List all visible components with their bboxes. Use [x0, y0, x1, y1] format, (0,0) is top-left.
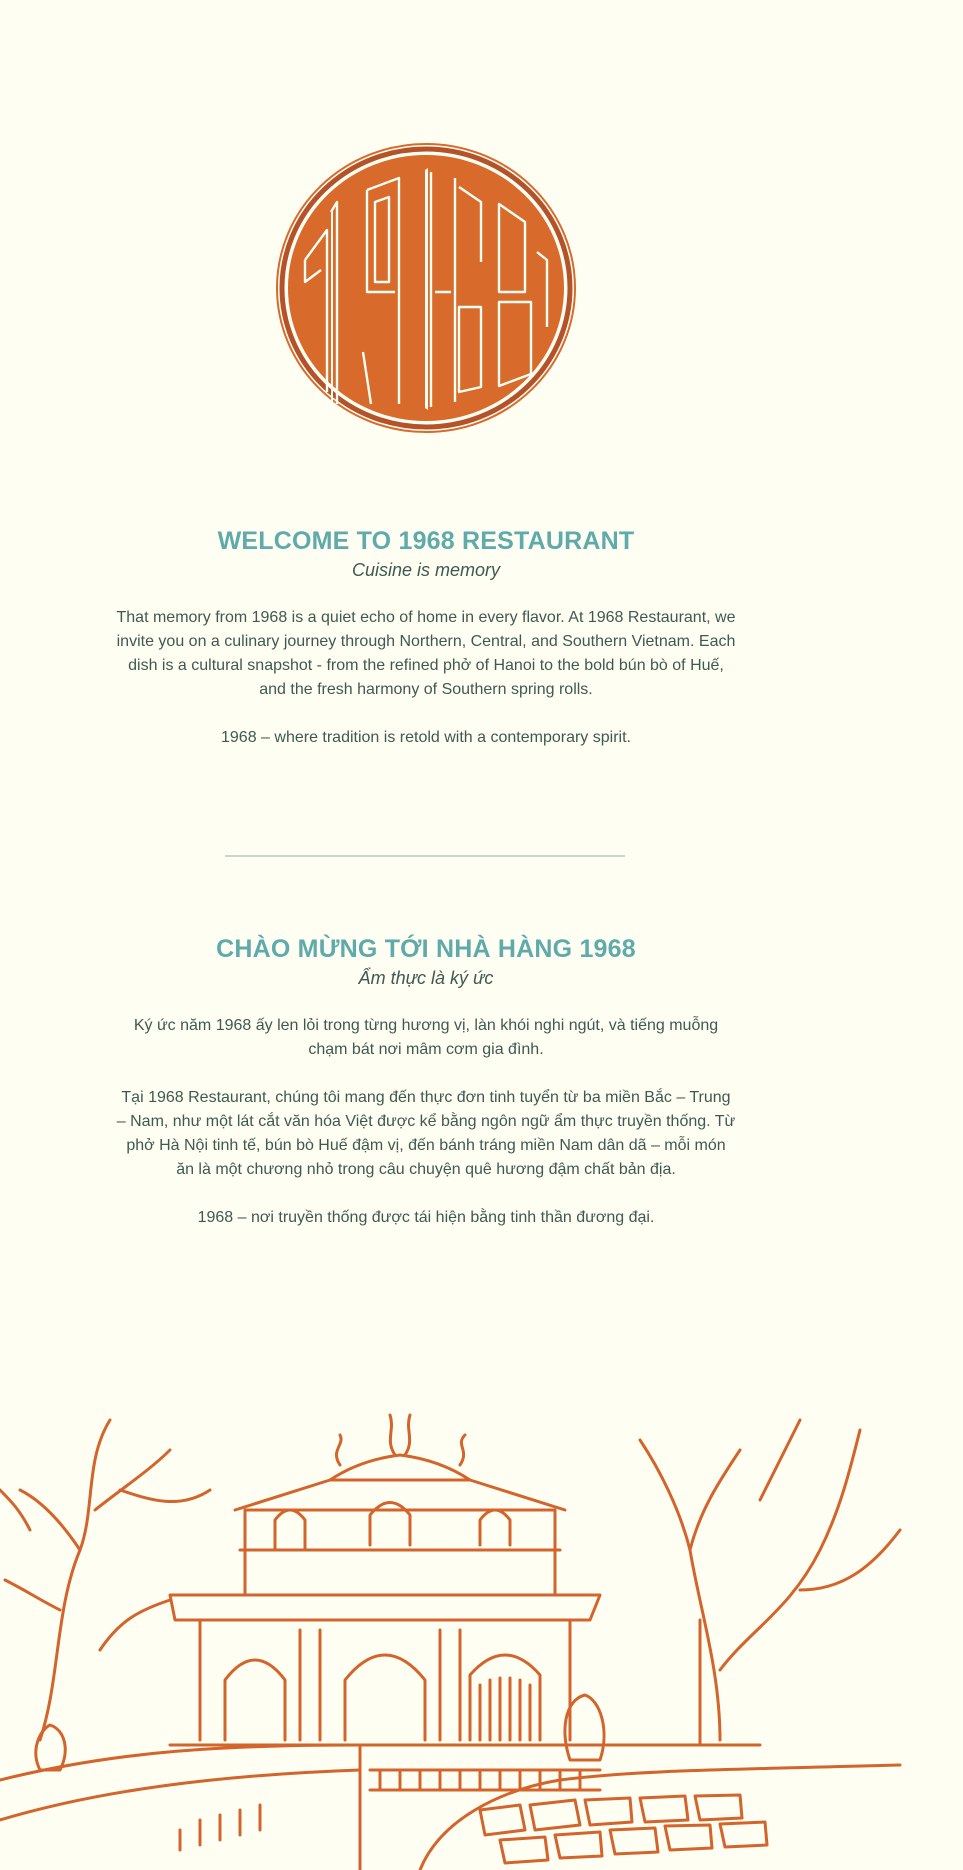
- vietnamese-paragraph-2: Tại 1968 Restaurant, chúng tôi mang đến thực đơn tinh tuyển từ ba miền Bắc – Trung – Nam, như một lát cắt văn hóa Việt được kể bằng ngôn ngữ ẩm thực truyền thống. Từ phở Hà Nội tinh tế, bún bò Huế đậm vị, đến bánh tráng miền Nam dân dã – mỗi món ăn là một chương nhỏ trong câu chuyện quê hương đậm chất bản địa.: [116, 1089, 736, 1178]
- brand-logo: [275, 142, 577, 434]
- 1968-monogram-icon: [275, 142, 577, 434]
- english-closing-line: 1968 – where tradition is retold with a contemporary spirit.: [221, 729, 631, 746]
- english-tagline: Cuisine is memory: [351, 560, 501, 580]
- english-heading: WELCOME TO 1968 RESTAURANT: [217, 527, 635, 555]
- vietnamese-paragraph-1: Ký ức năm 1968 ấy len lỏi trong từng hương vị, làn khói nghi ngút, và tiếng muỗng chạm bát nơi mâm cơm gia đình.: [133, 1017, 719, 1058]
- hue-gate-illustration: [0, 1350, 963, 1870]
- english-welcome-section: [0, 526, 852, 750]
- vietnamese-closing-line: 1968 – nơi truyền thống được tái hiện bằng tinh thần đương đại.: [197, 1209, 655, 1226]
- section-divider: [225, 855, 625, 857]
- imperial-gate-sketch-icon: [0, 1350, 963, 1870]
- vietnamese-heading: CHÀO MỪNG TỚI NHÀ HÀNG 1968: [216, 935, 636, 963]
- vietnamese-welcome-section: [0, 934, 852, 1230]
- english-paragraph: That memory from 1968 is a quiet echo of home in every flavor. At 1968 Restaurant, we invite you on a culinary journey through Northern, Central, and Southern Vietnam. Each dish is a cultural snapshot - from the refined phở of Hanoi to the bold bún bò of Huế, and the fresh harmony of Southern spring rolls.: [116, 609, 736, 698]
- vietnamese-tagline: Ẩm thực là ký ức: [358, 968, 494, 988]
